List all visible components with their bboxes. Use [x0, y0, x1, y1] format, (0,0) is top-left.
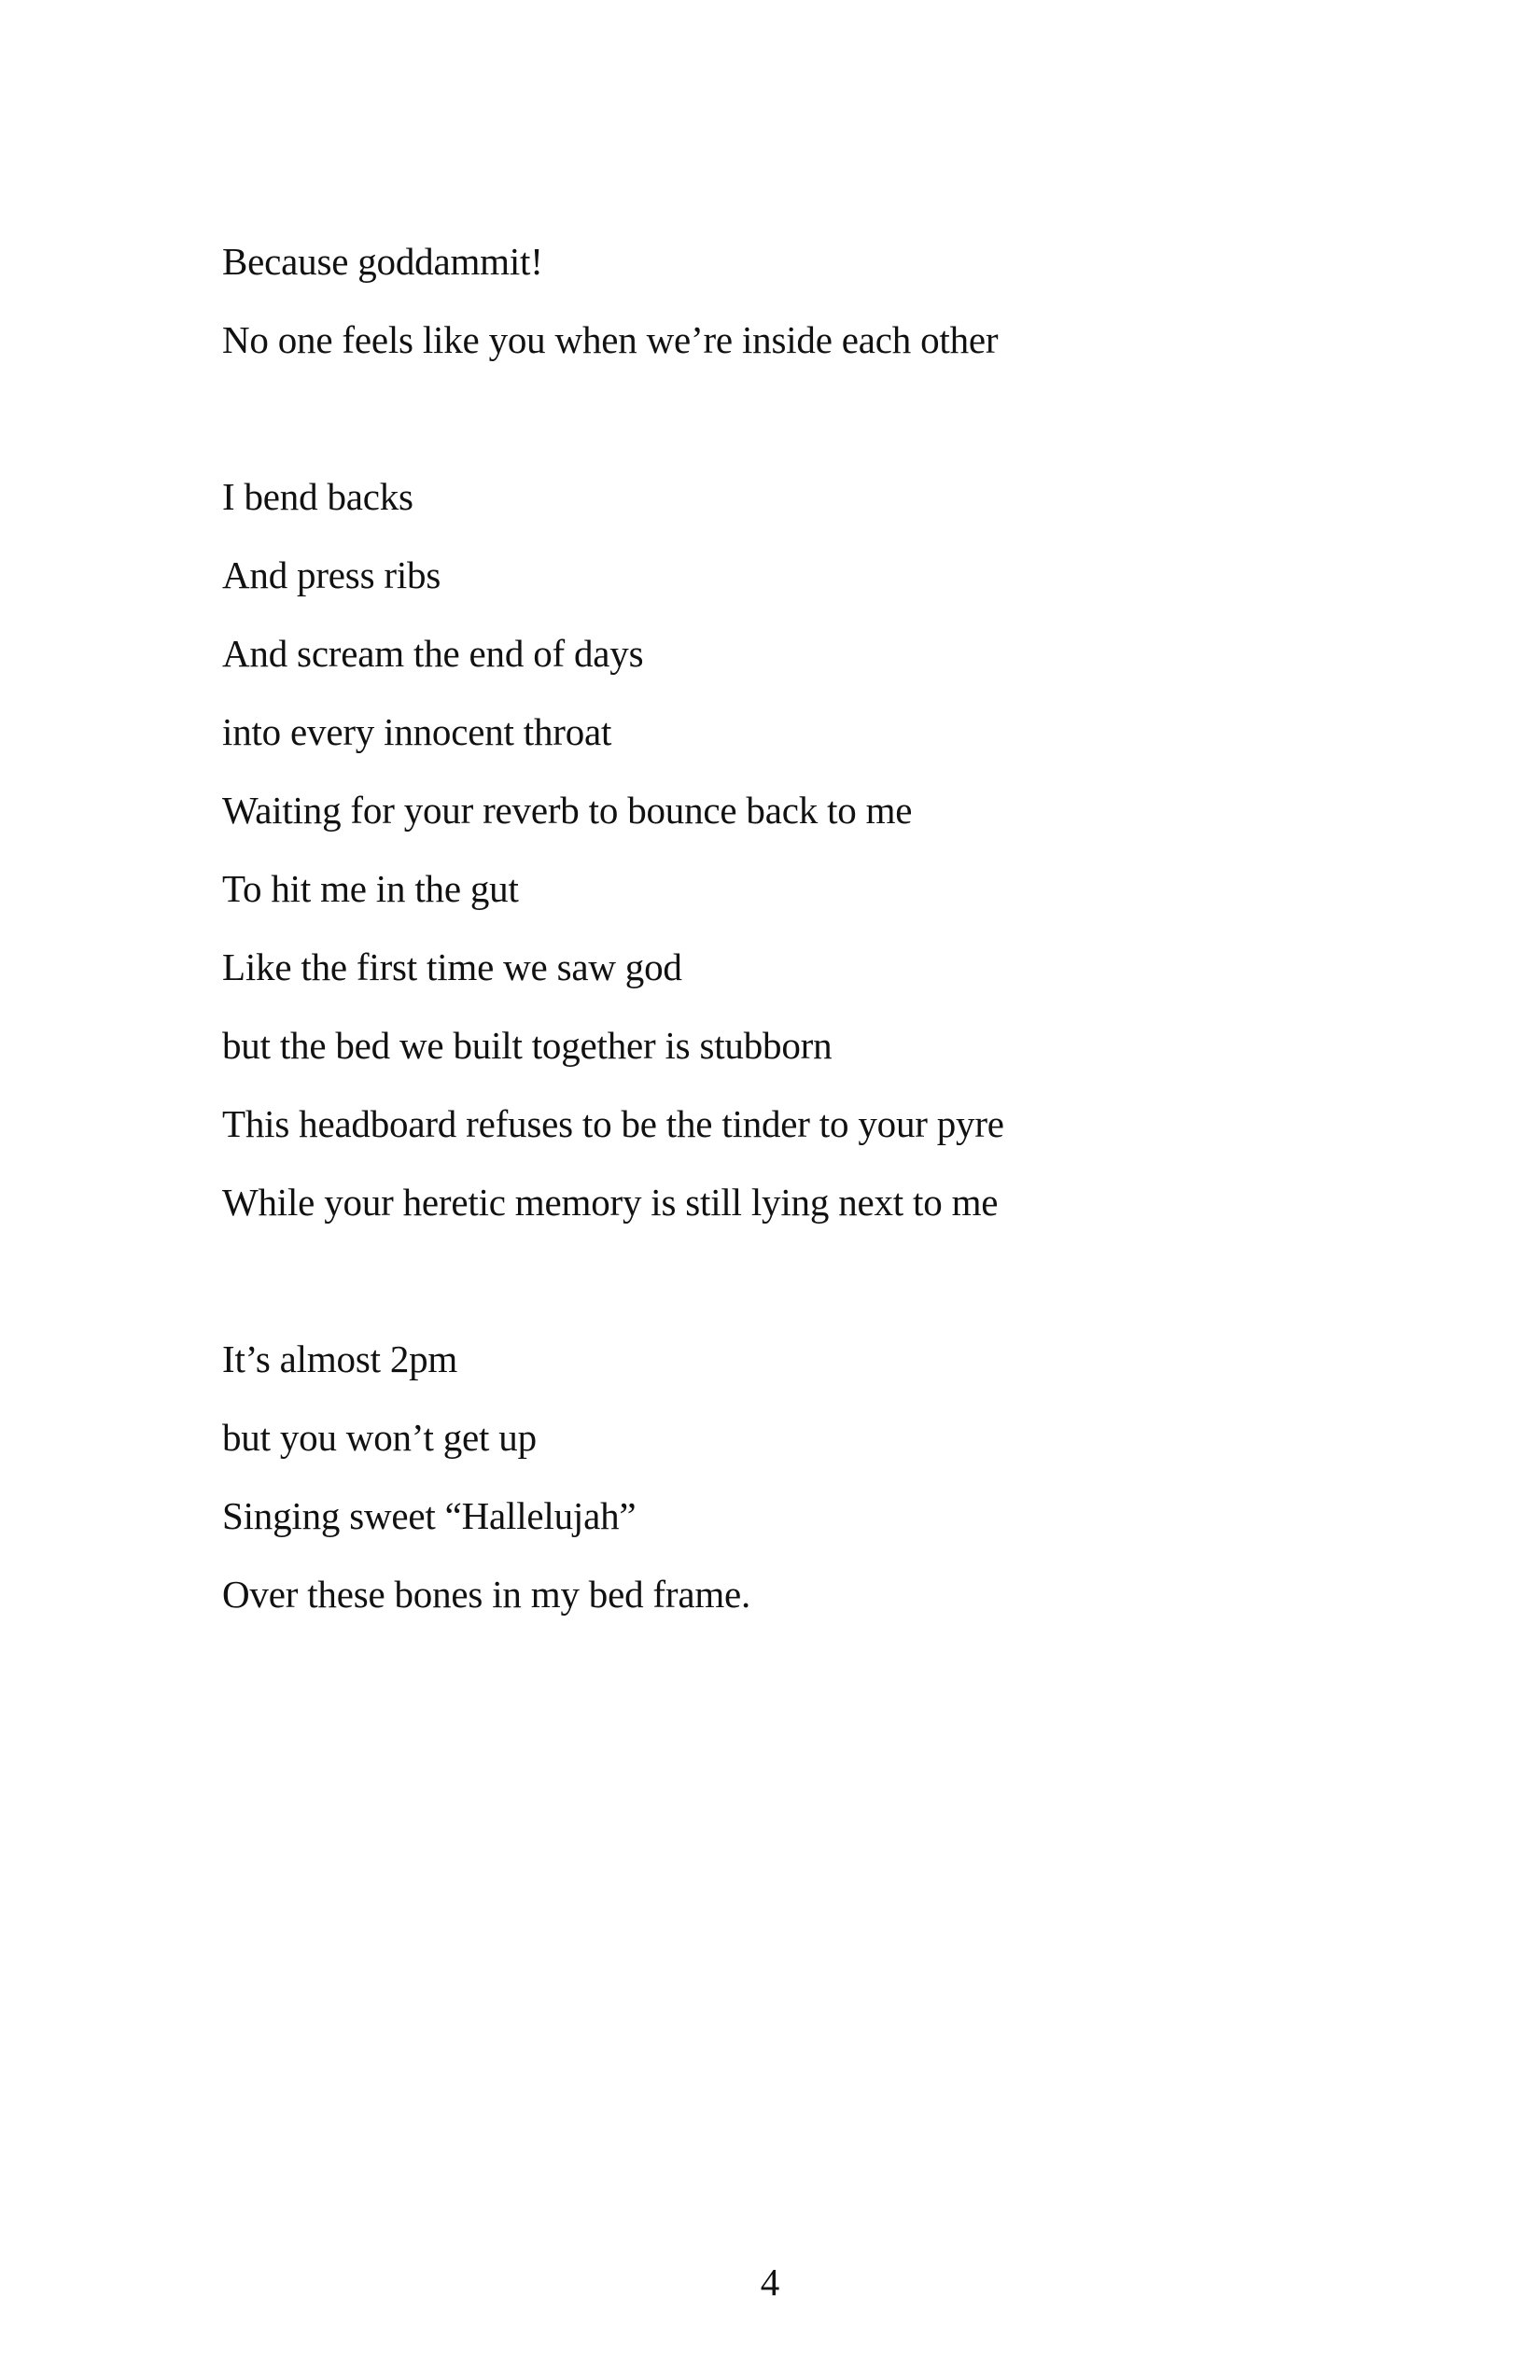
page-number: 4 — [760, 2261, 780, 2303]
poem-line: Waiting for your reverb to bounce back to me — [222, 789, 913, 832]
poem-body — [222, 222, 1342, 1633]
poem-line: Singing sweet “Hallelujah” — [222, 1494, 637, 1537]
poem-line: but the bed we built together is stubborn — [222, 1024, 833, 1067]
poem-line: This headboard refuses to be the tinder to your pyre — [222, 1102, 1004, 1145]
poem-line: Because goddammit! — [222, 240, 543, 283]
poem-line: And press ribs — [222, 553, 441, 596]
poem-line: I bend backs — [222, 475, 413, 518]
poem-line: It’s almost 2pm — [222, 1337, 458, 1380]
poem-line: While your heretic memory is still lying next to me — [222, 1181, 999, 1224]
poem-line: Like the first time we saw god — [222, 945, 682, 988]
poem-line: To hit me in the gut — [222, 867, 519, 910]
stanza-1 — [222, 222, 1342, 379]
poem-line: And scream the end of days — [222, 632, 644, 675]
poem-line: into every innocent throat — [222, 710, 612, 753]
stanza-3 — [222, 1320, 1342, 1633]
stanza-2 — [222, 457, 1342, 1241]
poem-line: but you won’t get up — [222, 1416, 537, 1459]
poem-line: No one feels like you when we’re inside each other — [222, 318, 999, 361]
poem-line: Over these bones in my bed frame. — [222, 1573, 751, 1616]
